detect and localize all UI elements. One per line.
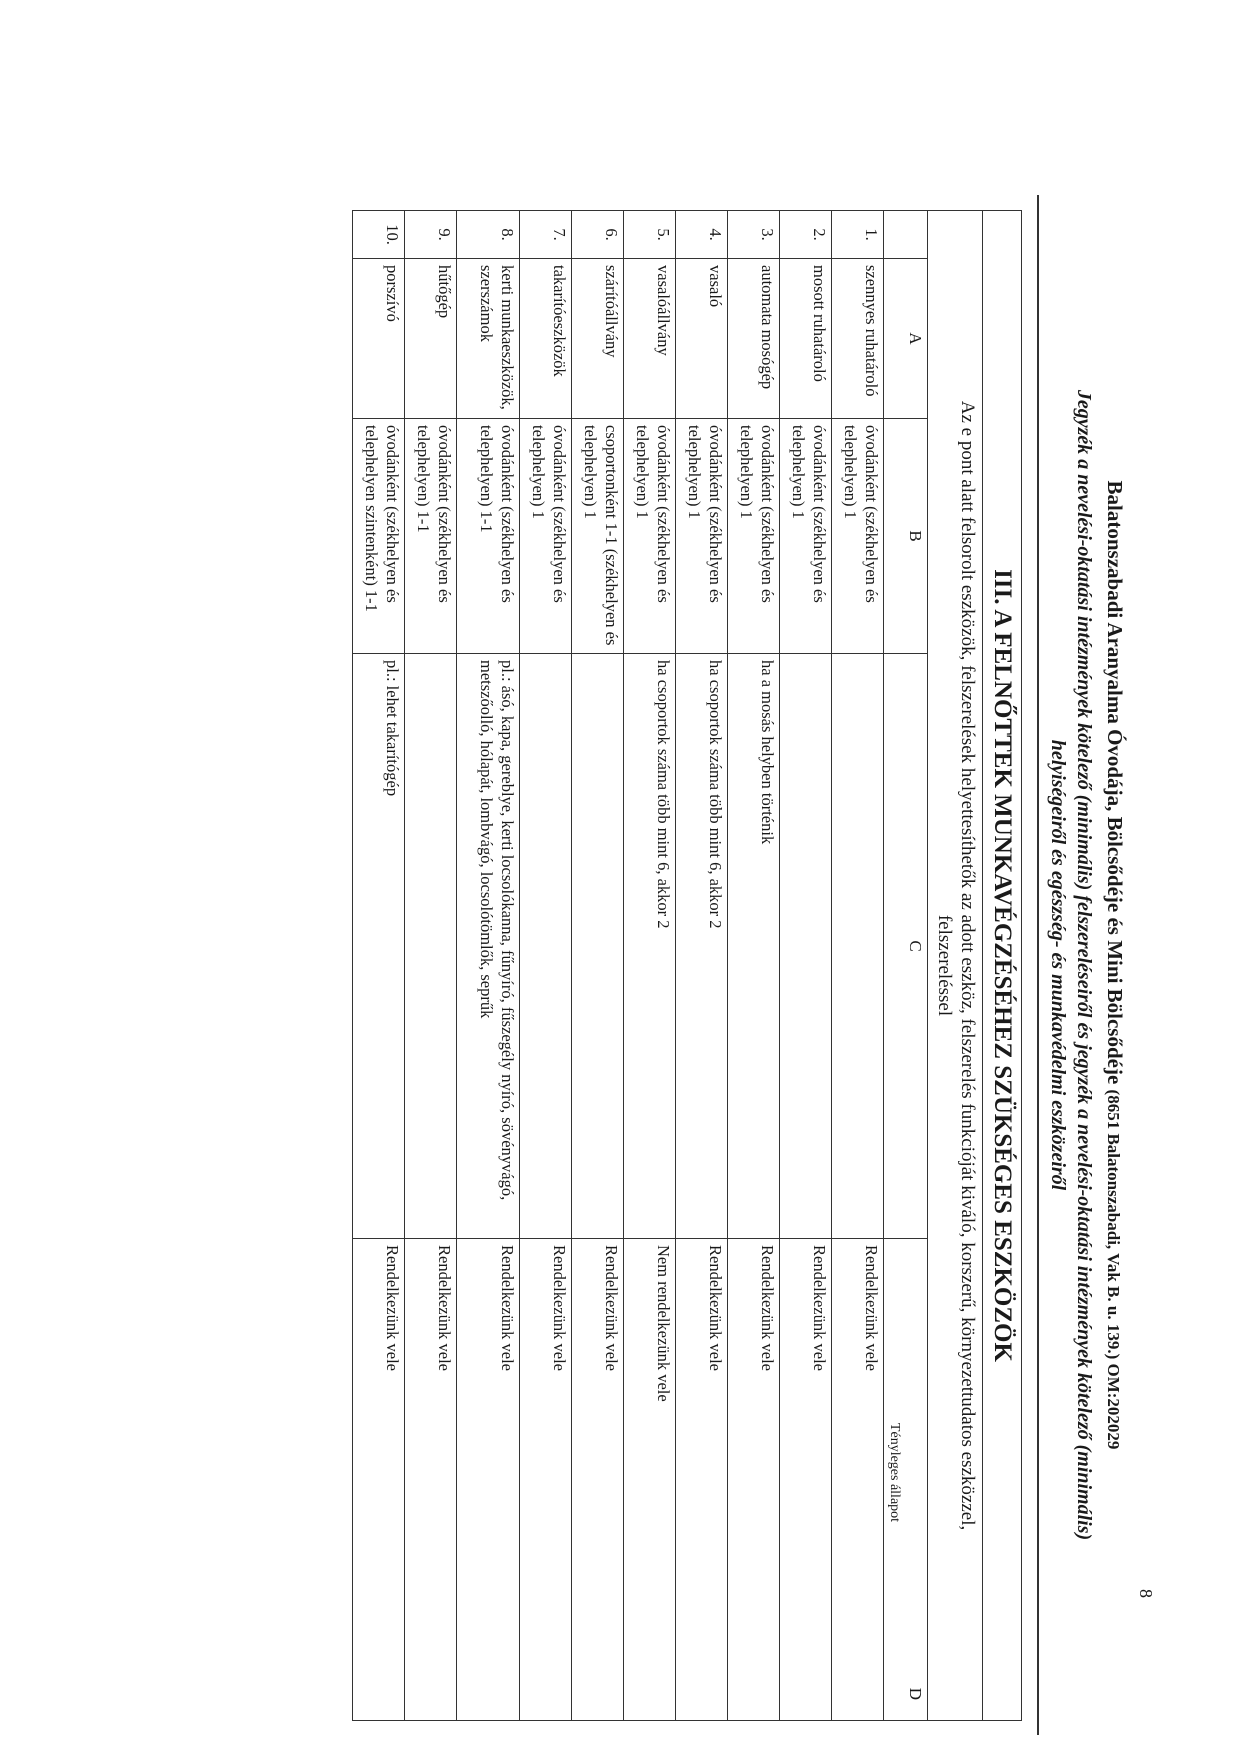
table-row [727, 211, 779, 1721]
item-quantity: óvodánként (székhelyen és telephelyen) 1 [519, 419, 571, 654]
item-status: Rendelkezünk vele [571, 1239, 623, 1721]
table-row [831, 211, 883, 1721]
row-number: 7. [519, 211, 571, 259]
doc-title-line-1: Jegyzék a nevelési-oktatási intézmények kötelező (minimális) felszereléseiről és jegyzék a nevelési-oktatási intézmények kötelező (minimális) [1073, 389, 1095, 1541]
header-col-c: C [883, 654, 928, 1239]
rotated-page [85, 195, 1135, 1735]
doc-title-line-2: helyiségeiről és egészség- és munkavédelmi eszközeiről [1047, 739, 1069, 1191]
row-number: 5. [623, 211, 675, 259]
column-header-row [883, 211, 928, 1721]
row-number: 3. [727, 211, 779, 259]
org-name: Balatonszabadi Aranyalma Óvodája, Bölcsődéje és Mini Bölcsődéje [1103, 480, 1127, 1085]
item-note [831, 654, 883, 1239]
header-col-a: A [883, 259, 928, 419]
item-quantity: óvodánként (székhelyen és telephelyen) 1 [675, 419, 727, 654]
item-name: mosott ruhatároló [779, 259, 831, 419]
org-header [1102, 195, 1127, 1735]
item-note [571, 654, 623, 1239]
table-row [623, 211, 675, 1721]
item-note: pl.: ásó, kapa, gereblye, kerti locsolókanna, fűnyíró, fűszegély nyíró, sövényvágó, metszőolló, hólapát, lombvágó, locsolótömlők, seprűk [456, 654, 519, 1239]
item-note: ha csoportok száma több mint 6, akkor 2 [675, 654, 727, 1239]
item-name: automata mosógép [727, 259, 779, 419]
item-quantity: óvodánként (székhelyen és telephelyen) 1 [727, 419, 779, 654]
row-number: 6. [571, 211, 623, 259]
item-quantity: csoportonként 1-1 (székhelyen és telephelyen) 1 [571, 419, 623, 654]
item-note: ha csoportok száma több mint 6, akkor 2 [623, 654, 675, 1239]
item-name: szárítóállvány [571, 259, 623, 419]
item-note [404, 654, 456, 1239]
item-status: Rendelkezünk vele [352, 1239, 404, 1721]
row-number: 9. [404, 211, 456, 259]
table-row [352, 211, 404, 1721]
section-title-row [983, 211, 1022, 1721]
section-title: III. A FELNŐTTEK MUNKAVÉGZÉSÉHEZ SZÜKSÉGES ESZKÖZÖK [983, 211, 1022, 1721]
intro-line-2: felszereléssel [934, 914, 956, 1017]
item-status: Rendelkezünk vele [456, 1239, 519, 1721]
row-number: 2. [779, 211, 831, 259]
header-num [883, 211, 928, 259]
header-col-d [883, 1239, 928, 1721]
item-note: pl.: lehet takarítógép [352, 654, 404, 1239]
table-row [456, 211, 519, 1721]
item-name: vasaló [675, 259, 727, 419]
page-number: 8 [1136, 1589, 1156, 1598]
item-name: takarítóeszközök [519, 259, 571, 419]
row-number: 8. [456, 211, 519, 259]
item-quantity: óvodánként (székhelyen és telephelyen) 1 [779, 419, 831, 654]
item-quantity: óvodánként (székhelyen és telephelyen) 1-1 [404, 419, 456, 654]
table-row [779, 211, 831, 1721]
item-status: Rendelkezünk vele [404, 1239, 456, 1721]
header-col-d-letter: D [906, 1687, 926, 1700]
item-status: Rendelkezünk vele [675, 1239, 727, 1721]
item-name: kerti munkaeszközök, szerszámok [456, 259, 519, 419]
item-quantity: óvodánként (székhelyen és telephelyen szintenként) 1-1 [352, 419, 404, 654]
item-note: ha a mosás helyben történik [727, 654, 779, 1239]
item-name: hűtőgép [404, 259, 456, 419]
header-col-b: B [883, 419, 928, 654]
item-status: Nem rendelkezünk vele [623, 1239, 675, 1721]
item-note [519, 654, 571, 1239]
intro-line-1: Az e pont alatt felsorolt eszközök, felszerelések helyettesíthetők az adott eszköz, felszerelés funkcióját kiváló, korszerű, környezettudatos eszközzel, [957, 400, 978, 1531]
header-divider [1037, 195, 1039, 1735]
item-status: Rendelkezünk vele [727, 1239, 779, 1721]
table-row [571, 211, 623, 1721]
row-number: 4. [675, 211, 727, 259]
table-row [675, 211, 727, 1721]
row-number: 1. [831, 211, 883, 259]
item-quantity: óvodánként (székhelyen és telephelyen) 1 [831, 419, 883, 654]
item-name: szennyes ruhatároló [831, 259, 883, 419]
header-col-d-sub: Tényleges állapot [886, 1422, 902, 1523]
item-name: vasalóállvány [623, 259, 675, 419]
section-intro [928, 211, 983, 1721]
row-number: 10. [352, 211, 404, 259]
org-address: (8651 Balatonszabadi, Vak B. u. 139.) OM:202029 [1104, 1089, 1123, 1450]
item-status: Rendelkezünk vele [519, 1239, 571, 1721]
equipment-table [352, 210, 1022, 1721]
item-name: porszívó [352, 259, 404, 419]
intro-row [928, 211, 983, 1721]
item-quantity: óvodánként (székhelyen és telephelyen) 1 [623, 419, 675, 654]
item-note [779, 654, 831, 1239]
table-row [519, 211, 571, 1721]
item-quantity: óvodánként (székhelyen és telephelyen) 1-1 [456, 419, 519, 654]
table-row [404, 211, 456, 1721]
item-status: Rendelkezünk vele [779, 1239, 831, 1721]
item-status: Rendelkezünk vele [831, 1239, 883, 1721]
